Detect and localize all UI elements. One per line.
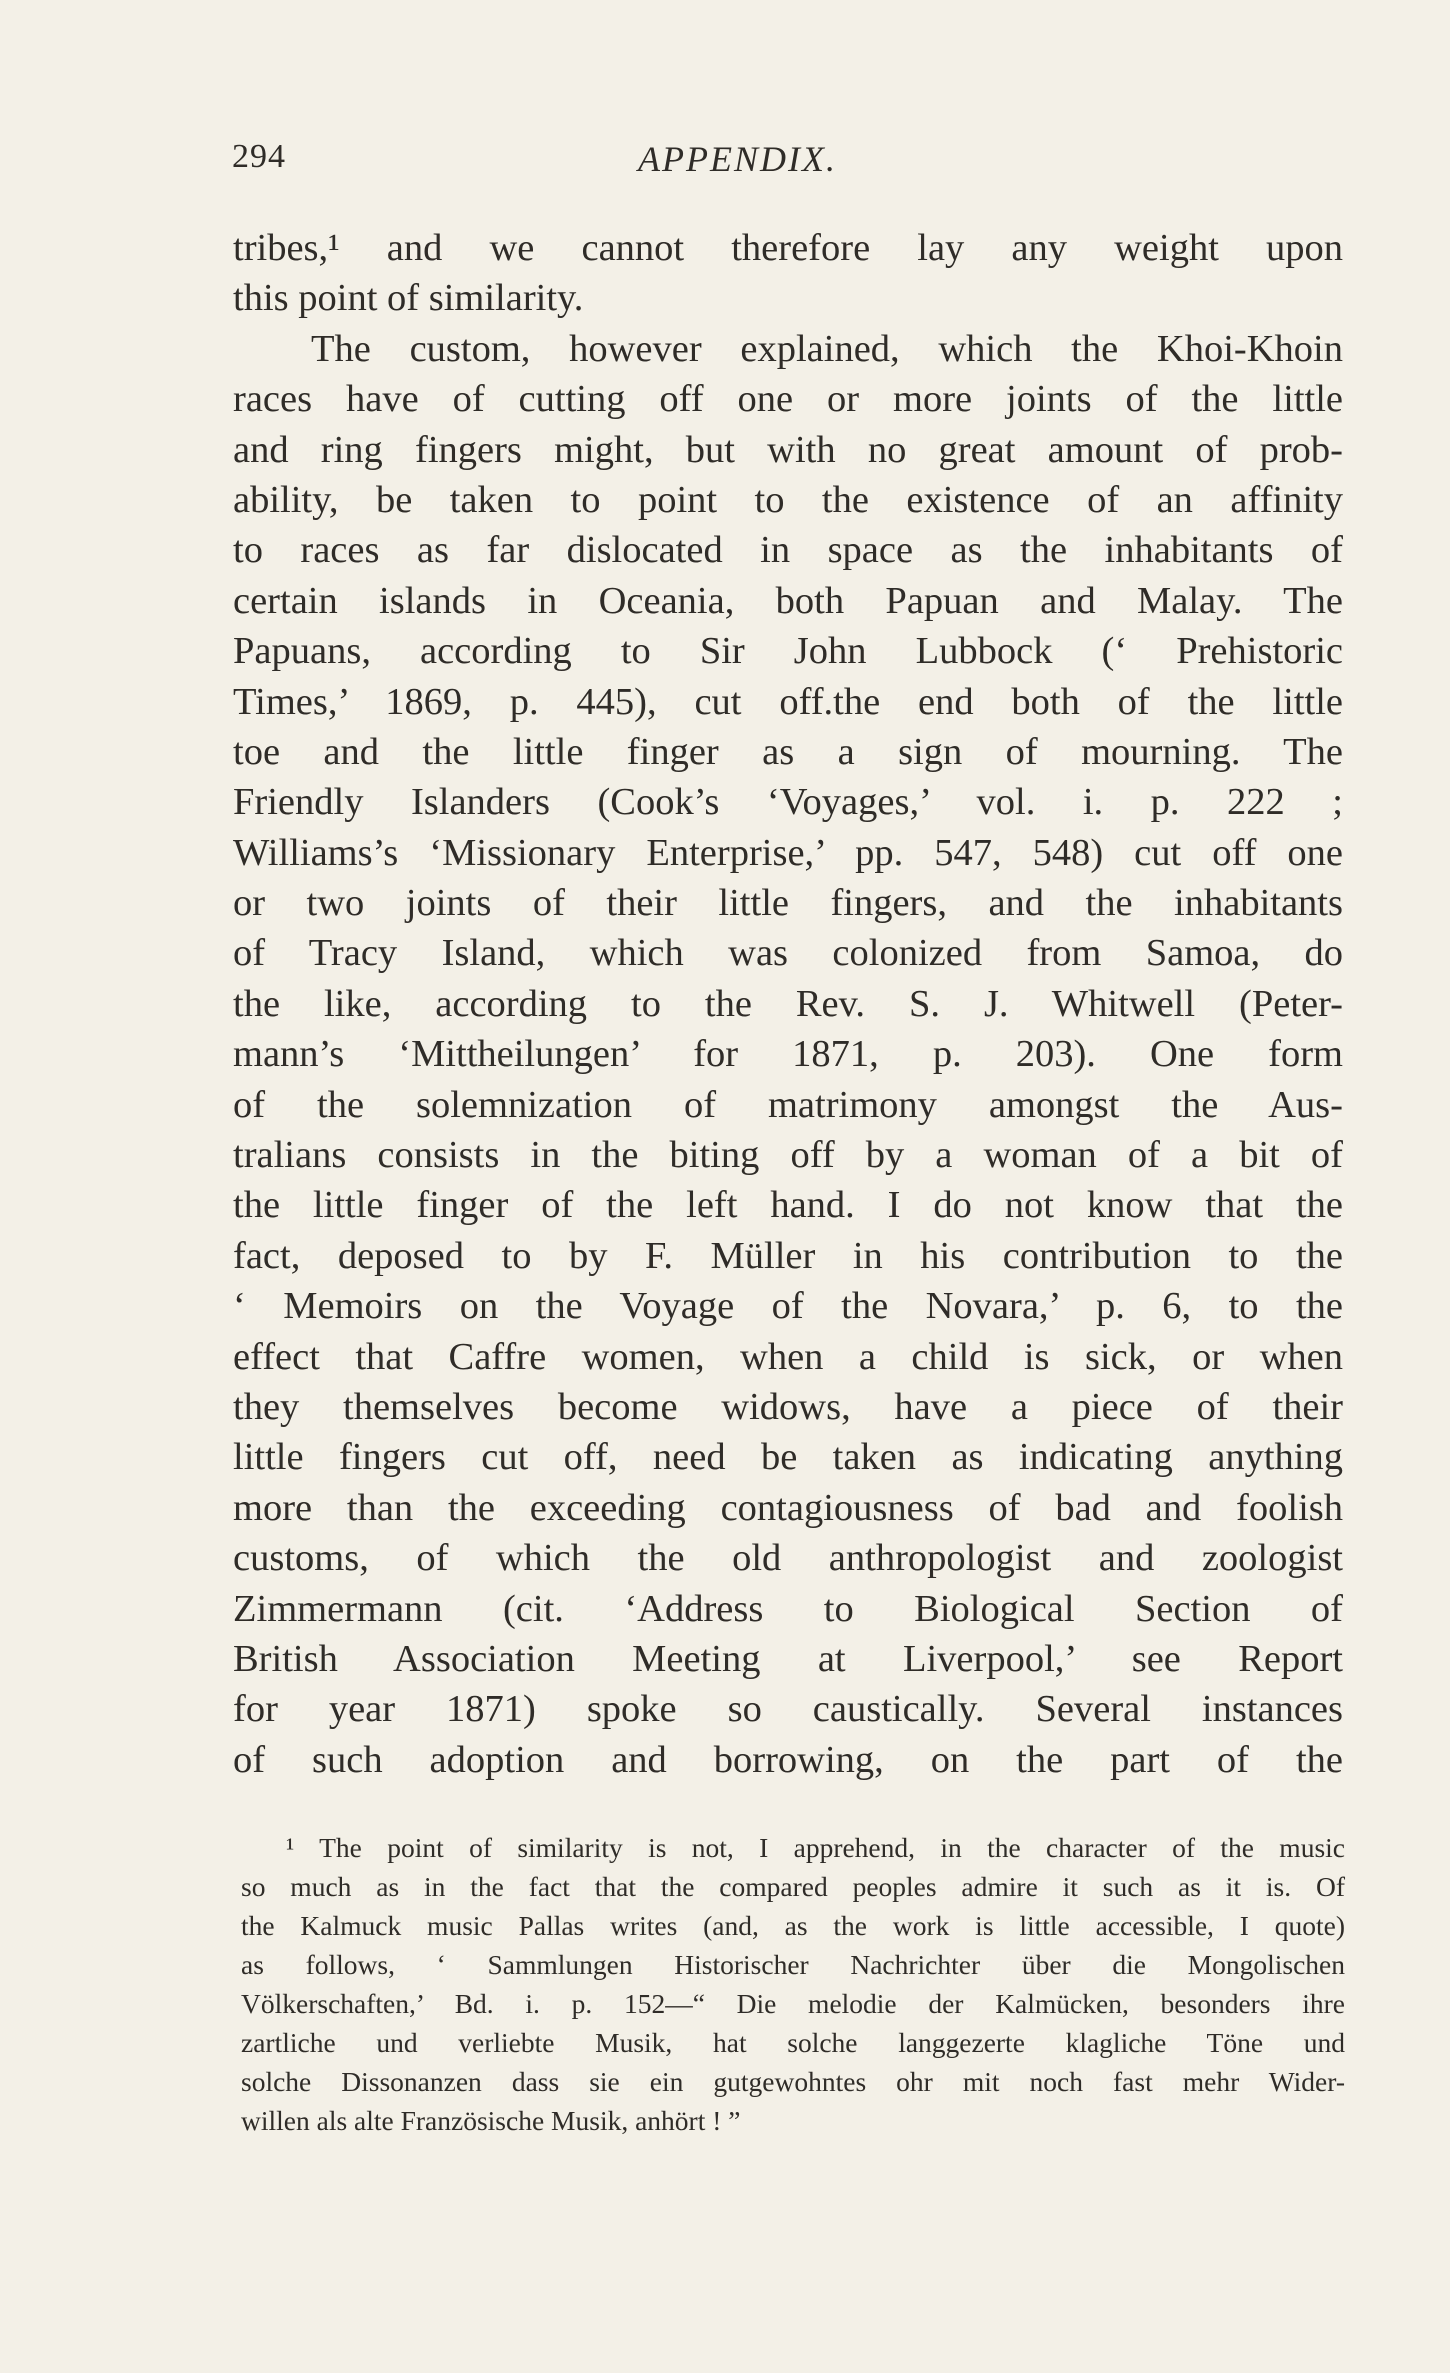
body-line: the little finger of the left hand. I do not know that the [233,1184,1343,1227]
body-line: effect that Caffre women, when a child is sick, or when [233,1335,1343,1378]
footnote-line: ¹ The point of similarity is not, I apprehend, in the character of the music [286,1832,1345,1863]
body-text [233,223,1343,1785]
footnote-line: willen als alte Französische Musik, anhört ! ” [241,2105,741,2136]
body-line: they themselves become widows, have a piece of their [233,1385,1343,1428]
body-line: for year 1871) spoke so caustically. Several instances [233,1688,1343,1731]
body-line: the like, according to the Rev. S. J. Whitwell (Peter- [233,982,1343,1025]
body-line: ‘ Memoirs on the Voyage of the Novara,’ p. 6, to the [233,1285,1343,1328]
body-line: toe and the little finger as a sign of mourning. The [233,730,1343,773]
body-line: Papuans, according to Sir John Lubbock (‘ Prehistoric [233,630,1343,673]
body-line: and ring fingers might, but with no great amount of prob- [233,428,1343,471]
body-line: ability, be taken to point to the existence of an affinity [233,478,1343,521]
body-line: of such adoption and borrowing, on the part of the [233,1738,1343,1781]
body-line: this point of similarity. [233,277,584,320]
page-header [232,138,1342,188]
body-line: customs, of which the old anthropologist and zoologist [233,1537,1343,1580]
footnote-line: Völkerschaften,’ Bd. i. p. 152—“ Die melodie der Kalmücken, besonders ihre [241,1988,1345,2019]
running-head: APPENDIX. [638,139,837,179]
body-line: more than the exceeding contagiousness of bad and foolish [233,1486,1343,1529]
body-line: little fingers cut off, need be taken as indicating anything [233,1436,1343,1479]
body-line: British Association Meeting at Liverpool,’ see Report [233,1637,1343,1680]
body-line: races have of cutting off one or more joints of the little [233,378,1343,421]
footnote-line: solche Dissonanzen dass sie ein gutgewohntes ohr mit noch fast mehr Wider- [241,2066,1345,2097]
body-line: or two joints of their little fingers, and the inhabitants [233,882,1343,925]
footnote-line: so much as in the fact that the compared peoples admire it such as it is. Of [241,1871,1345,1902]
body-line: fact, deposed to by F. Müller in his contribution to the [233,1234,1343,1277]
body-line: Williams’s ‘Missionary Enterprise,’ pp. 547, 548) cut off one [233,831,1343,874]
body-line: of Tracy Island, which was colonized from Samoa, do [233,932,1343,975]
body-line: Friendly Islanders (Cook’s ‘Voyages,’ vol. i. p. 222 ; [233,781,1343,824]
footnotes [241,1828,1345,2140]
page-number: 294 [232,138,286,175]
body-line: Times,’ 1869, p. 445), cut off.the end both of the little [233,680,1343,723]
body-line: to races as far dislocated in space as the inhabitants of [233,529,1343,572]
footnote-line: zartliche und verliebte Musik, hat solche langgezerte klagliche Töne und [241,2027,1345,2058]
body-line: Zimmermann (cit. ‘Address to Biological Section of [233,1587,1343,1630]
footnote-line: the Kalmuck music Pallas writes (and, as the work is little accessible, I quote) [241,1910,1345,1941]
body-line: certain islands in Oceania, both Papuan and Malay. The [233,579,1343,622]
body-line: of the solemnization of matrimony amongst the Aus- [233,1083,1343,1126]
body-line: The custom, however explained, which the Khoi-Khoin [311,327,1343,370]
footnote-line: as follows, ‘ Sammlungen Historischer Nachrichter über die Mongolischen [241,1949,1345,1980]
body-line: tribes,¹ and we cannot therefore lay any weight upon [233,227,1343,269]
body-line: tralians consists in the biting off by a woman of a bit of [233,1134,1343,1177]
body-line: mann’s ‘Mittheilungen’ for 1871, p. 203). One form [233,1033,1343,1076]
